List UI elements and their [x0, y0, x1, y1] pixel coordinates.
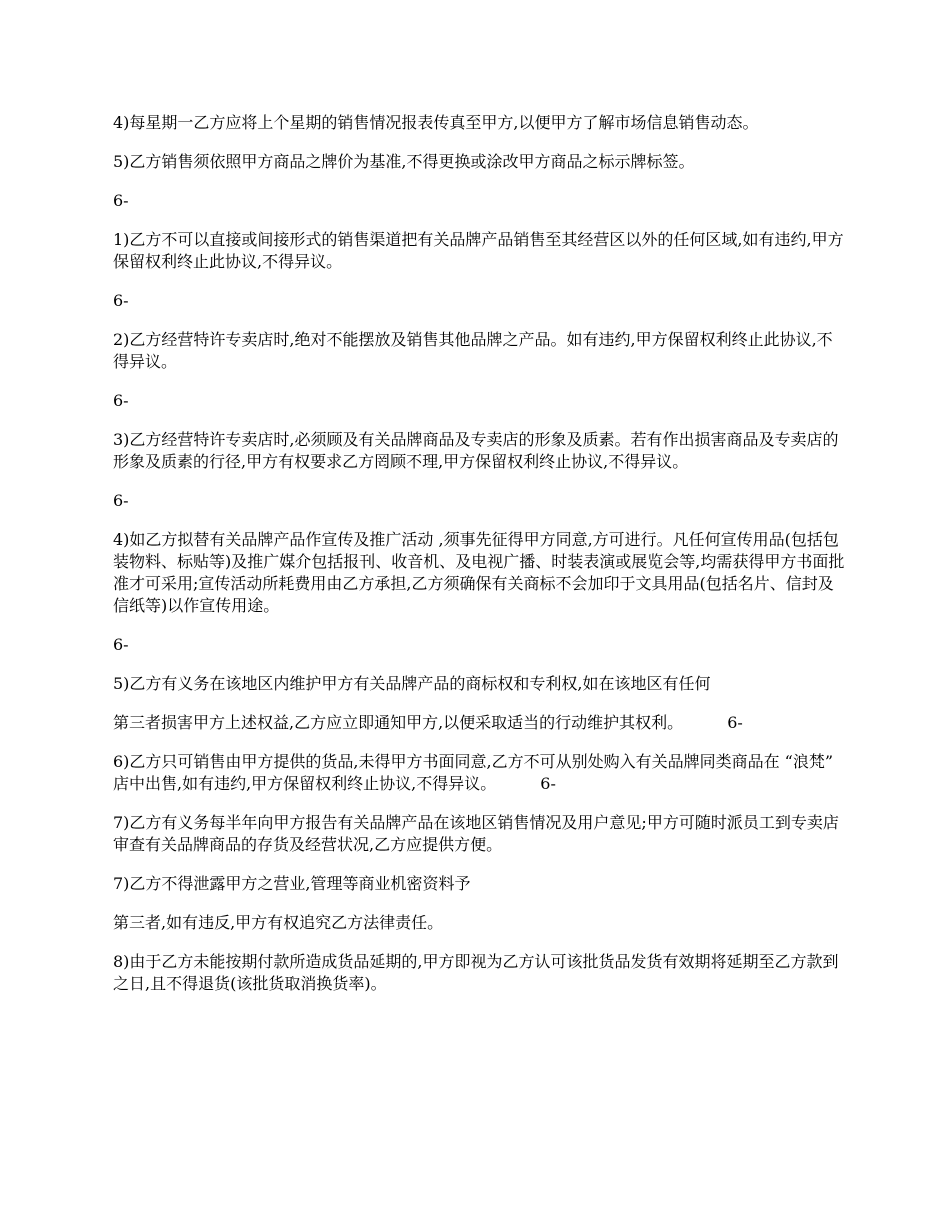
paragraph-4-promotion: 4)如乙方拟替有关品牌产品作宣传及推广活动 ,须事先征得甲方同意,方可进行。凡任何宣传用品(包括包装物料、标贴等)及推广媒介包括报刊、收音机、及电视广播、时装表演或展览会等,均需获得甲方书面批准才可采用;宣传活动所耗费用由乙方承担,乙方须确保有关商标不会加印于文具用品(包括名片、信封及信纸等)以作宣传用途。 [113, 530, 845, 615]
section-number: 6- [113, 191, 129, 210]
paragraph-third-party-notice [113, 712, 845, 734]
section-number: 6- [113, 291, 129, 310]
paragraph-7-confidentiality: 7)乙方不得泄露甲方之营业,管理等商业机密资料予 [113, 874, 471, 893]
paragraph-7-half-year-report: 7)乙方有义务每半年向甲方报告有关品牌产品在该地区销售情况及用户意见;甲方可随时派员工到专卖店审查有关品牌商品的存货及经营状况,乙方应提供方便。 [113, 813, 839, 854]
section-number: 6- [113, 635, 129, 654]
section-number: 6- [727, 713, 743, 732]
paragraph-5-price-standard: 5)乙方销售须依照甲方商品之牌价为基准,不得更换或涂改甲方商品之标示牌标签。 [113, 152, 695, 171]
paragraph-text: 6)乙方只可销售由甲方提供的货品,未得甲方书面同意,乙方不可从别处购入有关品牌同类商品在 “浪梵” 店中出售,如有违约,甲方保留权利终止协议,不得异议。 [113, 752, 834, 793]
section-number: 6- [540, 774, 556, 793]
paragraph-1-sales-region: 1)乙方不可以直接或间接形式的销售渠道把有关品牌产品销售至其经营区以外的任何区域,如有违约,甲方保留权利终止此协议,不得异议。 [113, 230, 844, 271]
section-number: 6- [113, 491, 129, 510]
paragraph-6-supply-only [113, 751, 845, 795]
paragraph-text: 第三者损害甲方上述权益,乙方应立即通知甲方,以便采取适当的行动维护其权利。 [113, 713, 684, 732]
paragraph-8-payment-delay: 8)由于乙方未能按期付款所造成货品延期的,甲方即视为乙方认可该批货品发货有效期将延期至乙方款到之日,且不得退货(该批货取消换货率)。 [113, 952, 839, 993]
paragraph-5-trademark: 5)乙方有义务在该地区内维护甲方有关品牌产品的商标权和专利权,如在该地区有任何 [113, 674, 711, 693]
document-page [113, 112, 845, 1012]
paragraph-confidentiality-liability: 第三者,如有违反,甲方有权追究乙方法律责任。 [113, 913, 444, 932]
paragraph-2-exclusive-store: 2)乙方经营特许专卖店时,绝对不能摆放及销售其他品牌之产品。如有违约,甲方保留权利终止此协议,不得异议。 [113, 330, 833, 371]
section-number: 6- [113, 391, 129, 410]
paragraph-4-weekly-report: 4)每星期一乙方应将上个星期的销售情况报表传真至甲方,以便甲方了解市场信息销售动态。 [113, 113, 759, 132]
paragraph-3-store-image: 3)乙方经营特许专卖店时,必须顾及有关品牌商品及专卖店的形象及质素。若有作出损害商品及专卖店的形象及质素的行径,甲方有权要求乙方罔顾不理,甲方保留权利终止协议,不得异议。 [113, 430, 839, 471]
